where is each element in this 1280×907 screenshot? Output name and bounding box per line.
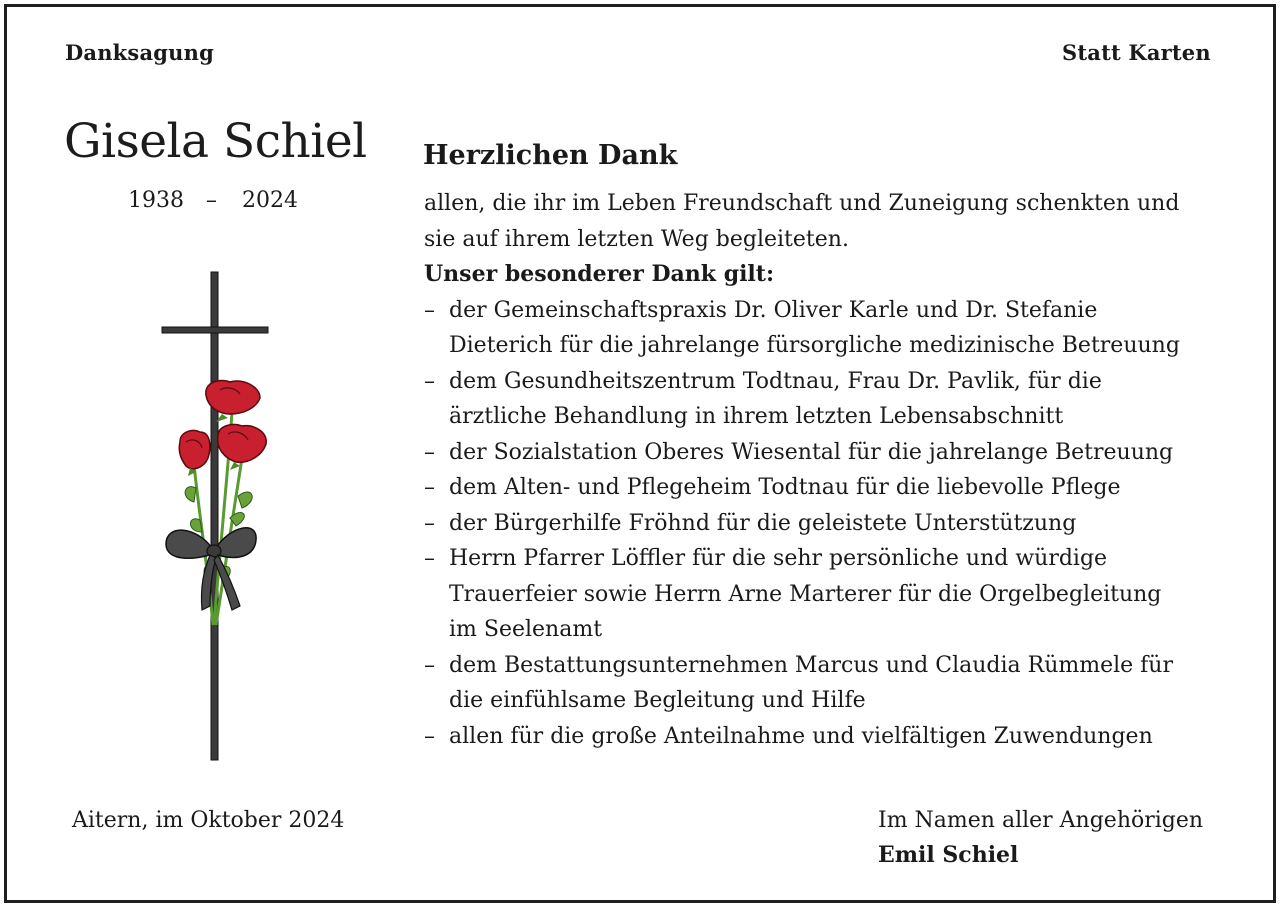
list-item-line: der Sozialstation Oberes Wiesental für die jahrelange Betreuung: [449, 439, 1174, 465]
deceased-name: Gisela Schiel: [64, 114, 367, 169]
list-item: [424, 364, 1244, 435]
list-item-line: dem Gesundheitszentrum Todtnau, Frau Dr. Pavlik, für die: [449, 368, 1102, 394]
list-item-line: dem Bestattungsunternehmen Marcus und Claudia Rümmele für: [449, 652, 1173, 678]
cross-icon: [150, 270, 280, 770]
header-right-label: Statt Karten: [1062, 40, 1211, 65]
list-item-line: Dieterich für die jahrelange fürsorgliche medizinische Betreuung: [449, 333, 1180, 358]
place-date: Aitern, im Oktober 2024: [72, 808, 345, 833]
list-item: [424, 470, 1244, 506]
death-year: 2024: [242, 188, 298, 213]
list-item-line: ärztliche Behandlung in ihrem letzten Lebensabschnitt: [449, 404, 1064, 429]
years-dash: –: [206, 188, 217, 213]
list-item: [424, 293, 1244, 364]
list-item: [424, 648, 1244, 719]
list-bullet: –: [424, 723, 435, 749]
list-bullet: –: [424, 510, 435, 536]
list-item: [424, 435, 1244, 471]
list-item-line: der Bürgerhilfe Fröhnd für die geleistete Unterstützung: [449, 510, 1077, 536]
list-bullet: –: [424, 652, 435, 678]
list-item-line: Herrn Pfarrer Löffler für die sehr persönliche und würdige: [449, 546, 1108, 571]
message-heading: Herzlichen Dank: [423, 140, 678, 171]
list-item-line: die einfühlsame Begleitung und Hilfe: [449, 688, 866, 713]
roses-icon: [179, 381, 266, 625]
list-bullet: –: [424, 439, 435, 465]
list-bullet: –: [424, 297, 435, 323]
list-item-line: allen für die große Anteilnahme und vielfältigen Zuwendungen: [449, 723, 1153, 749]
intro-line: sie auf ihrem letzten Weg begleiteten.: [424, 226, 849, 252]
thanks-list: [424, 293, 1244, 755]
list-item: [424, 719, 1244, 755]
on-behalf-text: Im Namen aller Angehörigen: [878, 808, 1204, 833]
list-bullet: –: [424, 475, 435, 500]
message-body: [424, 186, 1244, 754]
header-left-label: Danksagung: [65, 40, 214, 65]
list-bullet: –: [424, 368, 435, 394]
list-item-line: Trauerfeier sowie Herrn Arne Marterer für die Orgelbegleitung: [449, 581, 1162, 607]
list-item: [424, 506, 1244, 542]
list-bullet: –: [424, 546, 435, 571]
list-item-line: der Gemeinschaftspraxis Dr. Oliver Karle und Dr. Stefanie: [449, 297, 1098, 323]
list-item-line: im Seelenamt: [449, 617, 603, 642]
intro-line: allen, die ihr im Leben Freundschaft und Zuneigung schenkten und: [424, 191, 1180, 216]
list-item: [424, 541, 1244, 648]
thanks-subheading: Unser besonderer Dank gilt:: [424, 261, 775, 287]
signer-name: Emil Schiel: [878, 842, 1019, 868]
birth-year: 1938: [128, 188, 184, 213]
list-item-line: dem Alten- und Pflegeheim Todtnau für die liebevolle Pflege: [449, 475, 1121, 500]
